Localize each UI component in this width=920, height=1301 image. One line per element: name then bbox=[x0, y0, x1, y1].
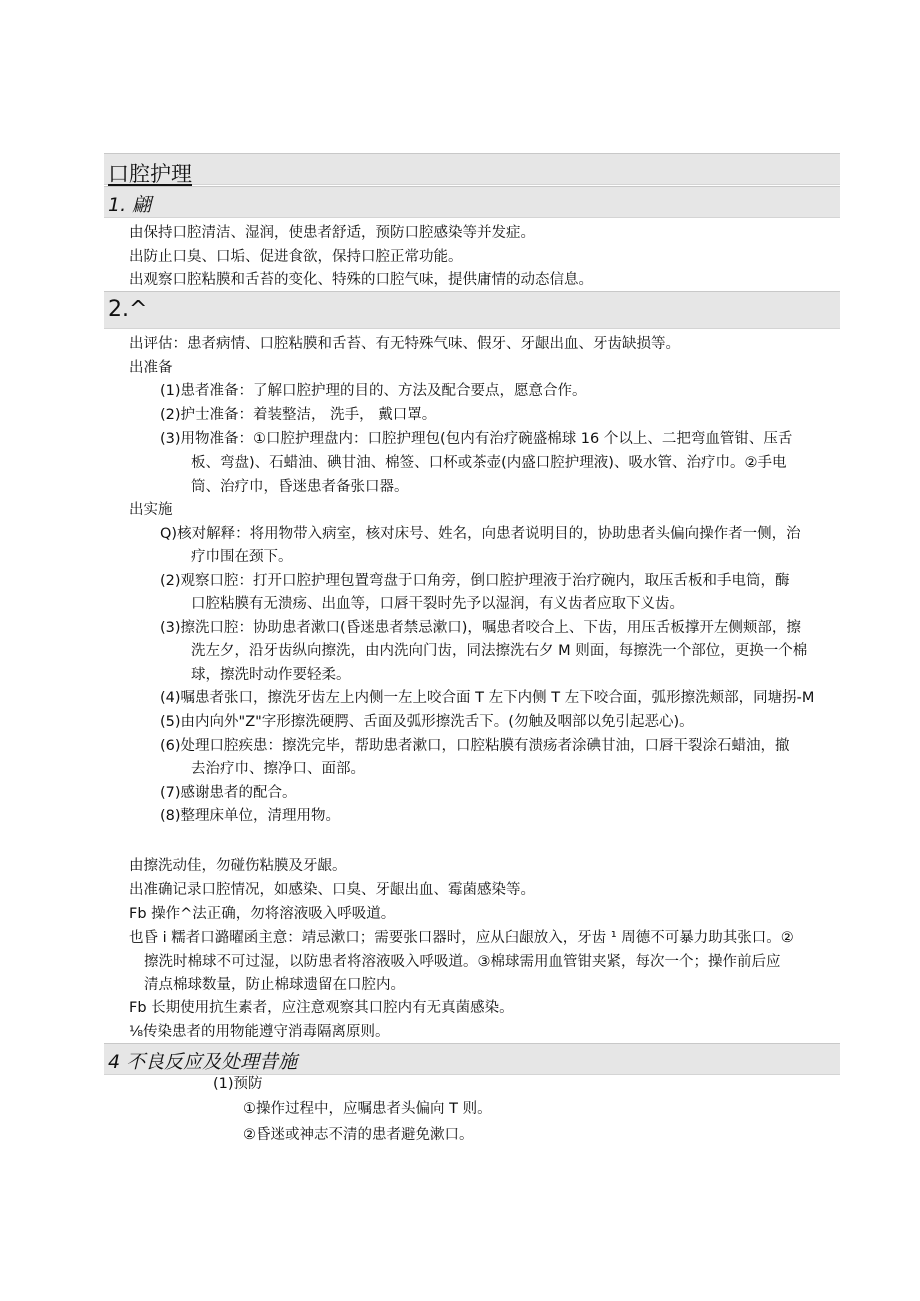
note-line: 也昏 i 糯者口潞曜函主意：靖忌漱口；需要张口器时，应从臼龈放入，牙齿 ¹ 周德不可暴力助其张口。② bbox=[129, 930, 794, 946]
section-4-heading: 4 不良反应及处理昔施 bbox=[108, 1051, 298, 1073]
prevention-label: (1)预防 bbox=[213, 1076, 263, 1092]
page-title: 口腔护理 bbox=[108, 162, 192, 186]
prep-step-line: 筒、治疗巾，昏迷患者备张口器。 bbox=[191, 479, 409, 495]
implementation-label: 出实施 bbox=[129, 502, 173, 518]
impl-step-line: 口腔粘膜有无溃疡、出血等，口唇干裂时先予以湿润，有义齿者应取下义齿。 bbox=[191, 596, 684, 612]
impl-step-line: (8)整理床单位，清理用物。 bbox=[160, 808, 341, 824]
section-1-heading: 1. 翩 bbox=[108, 194, 152, 216]
preparation-label: 出准备 bbox=[129, 360, 173, 376]
note-line: 出准确记录口腔情况，如感染、口臭、牙龈出血、霉菌感染等。 bbox=[129, 882, 535, 898]
purpose-item: 由保持口腔清洁、湿润，使患者舒适，预防口腔感染等并发症。 bbox=[129, 225, 535, 241]
impl-step-line: Q)核对解释：将用物带入病室，核对床号、姓名，向患者说明目的，协助患者头偏向操作者一侧，治 bbox=[160, 526, 801, 542]
impl-step-line: 洗左夕，沿牙齿纵向擦洗，由内洗向门齿，同法擦洗右夕 M 则面，每擦洗一个部位，更换一个棉 bbox=[191, 643, 808, 659]
section-4-heading-bar bbox=[104, 1043, 840, 1075]
impl-step-line: (2)观察口腔：打开口腔护理包置弯盘于口角旁，倒口腔护理液于治疗碗内，取压舌板和手电筒，酶 bbox=[160, 573, 790, 589]
impl-step-line: (7)感谢患者的配合。 bbox=[160, 785, 297, 801]
impl-step-line: 去治疗巾、擦净口、面部。 bbox=[191, 761, 365, 777]
impl-step-line: 球，擦洗时动作要轻柔。 bbox=[191, 667, 351, 683]
purpose-item: 出防止口臭、口垢、促进食欲，保持口腔正常功能。 bbox=[129, 249, 463, 265]
impl-step-line: (4)嘱患者张口，擦洗牙齿左上内侧一左上咬合面 T 左下内侧 T 左下咬合面，弧形擦洗颊部，同塘拐-M bbox=[160, 690, 815, 706]
prevention-item: ②昏迷或神志不清的患者避免漱口。 bbox=[243, 1127, 474, 1143]
prep-step-line: (1)患者准备：了解口腔护理的目的、方法及配合要点，愿意合作。 bbox=[160, 383, 587, 399]
note-line: ⅛传染患者的用物能遵守消毒隔离原则。 bbox=[129, 1024, 390, 1040]
prep-step-line: 板、弯盘)、石蜡油、碘甘油、棉签、口杯或茶壶(内盛口腔护理液)、吸水管、治疗巾。②手电 bbox=[191, 455, 787, 471]
title-bar bbox=[104, 153, 840, 185]
impl-step-line: 疗巾围在颈下。 bbox=[191, 549, 293, 565]
note-line: Fb 长期使用抗生素者，应注意观察其口腔内有无真菌感染。 bbox=[129, 1000, 514, 1016]
prevention-item: ①操作过程中，应嘱患者头偏向 T 则。 bbox=[243, 1101, 492, 1117]
purpose-item: 出观察口腔粘膜和舌苔的变化、特殊的口腔气味，提供庸情的动态信息。 bbox=[129, 272, 593, 288]
assessment-text: 出评估：患者病情、口腔粘膜和舌苔、有无特殊气味、假牙、牙龈出血、牙齿缺损等。 bbox=[129, 336, 680, 352]
impl-step-line: (5)由内向外"Z"字形擦洗硬腭、舌面及弧形擦洗舌下。(勿触及咽部以免引起恶心)。 bbox=[160, 714, 694, 730]
prep-step-line: (2)护士准备：着装整洁， 洗手， 戴口罩。 bbox=[160, 407, 437, 423]
section-2-heading: 2.^ bbox=[108, 297, 148, 322]
note-line: Fb 操作^法正确，勿将溶液吸入呼吸道。 bbox=[129, 906, 396, 922]
section-2-heading-bar bbox=[104, 291, 840, 329]
section-1-heading-bar bbox=[104, 186, 840, 218]
impl-step-line: (6)处理口腔疾患：擦洗完毕，帮助患者漱口，口腔粘膜有溃疡者涂碘甘油，口唇干裂涂石蜡油，撤 bbox=[160, 738, 790, 754]
note-line: 清点棉球数量，防止棉球遗留在口腔内。 bbox=[144, 977, 405, 993]
prep-step-line: (3)用物准备：①口腔护理盘内：口腔护理包(包内有治疗碗盛棉球 16 个以上、二把弯血管钳、压舌 bbox=[160, 431, 793, 447]
impl-step-line: (3)擦洗口腔：协助患者漱口(昏迷患者禁忌漱口)，嘱患者咬合上、下齿，用压舌板撑开左侧颊部，擦 bbox=[160, 620, 801, 636]
note-line: 擦洗时棉球不可过湿，以防患者将溶液吸入呼吸道。③棉球需用血管钳夹紧，每次一个；操作前后应 bbox=[144, 954, 781, 970]
note-line: 由擦洗动佳，勿碰伤粘膜及牙龈。 bbox=[129, 858, 347, 874]
